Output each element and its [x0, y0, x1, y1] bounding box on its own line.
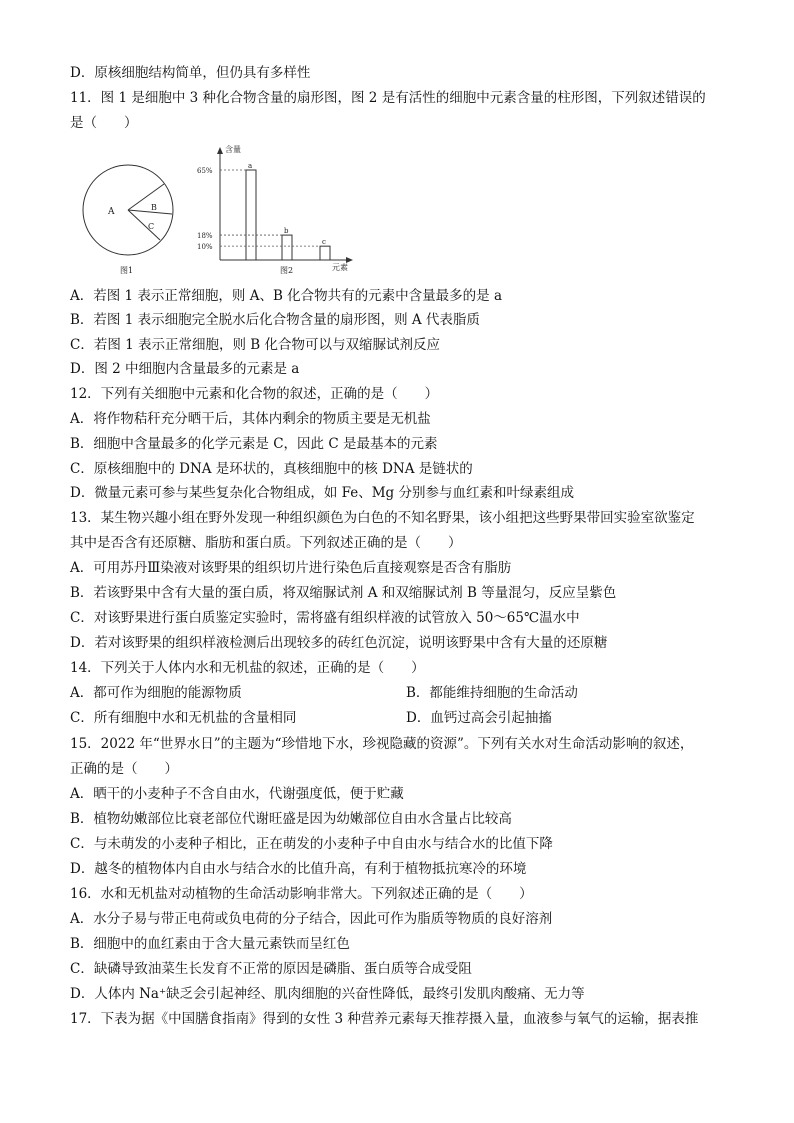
option-a: A．若图 1 表示正常细胞，则 A、B 化合物共有的元素中含量最多的是 a: [70, 288, 503, 304]
pie-label-c: C: [148, 222, 155, 231]
option-b: B．细胞中的血红素由于含大量元素铁而呈红色: [70, 936, 350, 952]
option-d: D．若对该野果的组织样液检测后出现较多的砖红色沉淀，说明该野果中含有大量的还原糖: [70, 635, 608, 651]
question-stem: 是（ ）: [70, 115, 138, 131]
tick-label: 65%: [197, 167, 213, 175]
option-d: D．越冬的植物体内自由水与结合水的比值升高，有利于植物抵抗寒冷的环境: [70, 861, 527, 877]
bar-label: b: [284, 227, 289, 236]
option-b: B．植物幼嫩部位比衰老部位代谢旺盛是因为幼嫩部位自由水含量占比较高: [70, 811, 512, 827]
option-a: A．水分子易与带正电荷或负电荷的分子结合，因此可作为脂质等物质的良好溶剂: [70, 911, 553, 927]
question-stem: 12．下列有关细胞中元素和化合物的叙述，正确的是（ ）: [70, 386, 439, 402]
pie-divider: [128, 184, 164, 210]
option-d: D．人体内 Na⁺缺乏会引起神经、肌肉细胞的兴奋性降低，最终引发肌肉酸痛、无力等: [70, 986, 585, 1002]
question-stem: 其中是否含有还原糖、脂肪和蛋白质。下列叙述正确的是（ ）: [70, 535, 462, 551]
option-a: A．都可作为细胞的能源物质: [70, 685, 242, 701]
question-stem: 17．下表为据《中国膳食指南》得到的女性 3 种营养元素每天推荐摄入量，血液参与氧气的运输，据表推: [70, 1011, 699, 1027]
option-c: C．缺磷导致油菜生长发育不正常的原因是磷脂、蛋白质等合成受阻: [70, 961, 472, 977]
option-b: B．细胞中含量最多的化学元素是 C，因此 C 是最基本的元素: [70, 436, 438, 452]
x-axis-label: 元素: [332, 263, 348, 272]
bar-label: c: [322, 238, 326, 247]
pie-divider: [128, 210, 160, 240]
option-d: D．血钙过高会引起抽搐: [406, 710, 552, 726]
option-c: C．所有细胞中水和无机盐的含量相同: [70, 710, 297, 726]
option-c: C．原核细胞中的 DNA 是环状的，真核细胞中的核 DNA 是链状的: [70, 461, 473, 477]
question-stem: 正确的是（ ）: [70, 761, 178, 777]
bar-label: a: [248, 162, 253, 170]
fig1-caption: 图1: [120, 266, 134, 275]
tick-label: 18%: [197, 232, 213, 241]
question-stem: 14．下列关于人体内水和无机盐的叙述，正确的是（ ）: [70, 660, 425, 676]
bar-chart: [197, 144, 353, 275]
option-c: C．与未萌发的小麦种子相比，正在萌发的小麦种子中自由水与结合水的比值下降: [70, 836, 553, 852]
option-b: B．都能维持细胞的生命活动: [406, 685, 578, 701]
text-line: D．原核细胞结构简单，但仍具有多样性: [70, 65, 311, 81]
fig2-caption: 图2: [280, 266, 294, 275]
option-a: A．将作物秸秆充分晒干后，其体内剩余的物质主要是无机盐: [70, 411, 431, 427]
option-b: B．若该野果中含有大量的蛋白质，将双缩脲试剂 A 和双缩脲试剂 B 等量混匀，反应呈紫色: [70, 585, 617, 601]
question-stem: 15．2022 年“世界水日”的主题为“珍惜地下水，珍视隐藏的资源”。下列有关水对生命活动影响的叙述，: [70, 736, 694, 752]
figure-block: [80, 140, 380, 280]
option-a: A．可用苏丹Ⅲ染液对该野果的组织切片进行染色后直接观察是否含有脂肪: [70, 560, 512, 576]
option-d: D．微量元素可参与某些复杂化合物组成，如 Fe、Mg 分别参与血红素和叶绿素组成: [70, 485, 574, 501]
option-d: D．图 2 中细胞内含量最多的元素是 a: [70, 361, 300, 377]
question-stem: 11．图 1 是细胞中 3 种化合物含量的扇形图，图 2 是有活性的细胞中元素含量的柱形图，下列叙述错误的: [70, 90, 706, 106]
question-stem: 13．某生物兴趣小组在野外发现一种组织颜色为白色的不知名野果，该小组把这些野果带回实验室欲鉴定: [70, 510, 695, 526]
option-b: B．若图 1 表示细胞完全脱水后化合物含量的扇形图，则 A 代表脂质: [70, 312, 480, 328]
bar-a: [246, 170, 256, 260]
option-c: C．对该野果进行蛋白质鉴定实验时，需将盛有组织样液的试管放入 50～65℃温水中: [70, 610, 580, 626]
bar-b: [282, 235, 292, 260]
option-a: A．晒干的小麦种子不含自由水，代谢强度低，便于贮藏: [70, 786, 404, 802]
pie-divider: [128, 210, 172, 214]
question-stem: 16．水和无机盐对动植物的生命活动影响非常大。下列叙述正确的是（ ）: [70, 886, 533, 902]
bar-c: [320, 246, 330, 260]
y-axis-label: 含量: [225, 145, 241, 154]
option-c: C．若图 1 表示正常细胞，则 B 化合物可以与双缩脲试剂反应: [70, 337, 441, 353]
pie-label-b: B: [151, 203, 157, 212]
figure-svg: [80, 140, 380, 280]
pie-label-a: A: [108, 207, 115, 217]
tick-label: 10%: [197, 243, 213, 252]
y-axis-arrow: [217, 147, 223, 154]
